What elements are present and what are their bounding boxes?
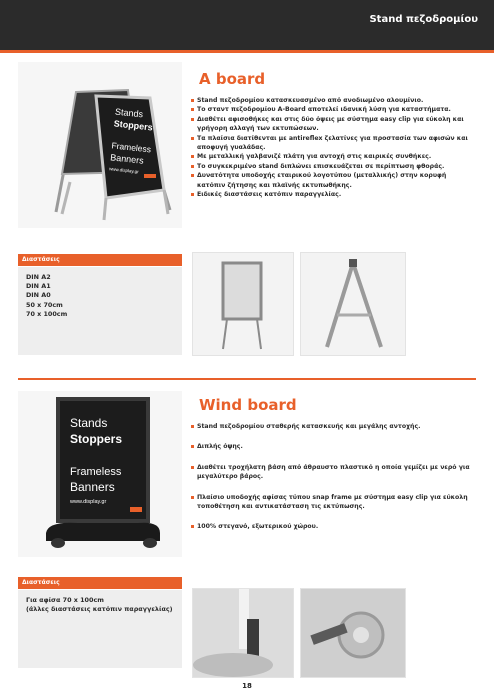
list-item: Το συγκεκριμένο stand διπλώνει επισκευάζεται σε περίπτωση φθοράς.	[191, 162, 471, 171]
windboard-sign-line-3: Frameless	[70, 466, 122, 478]
windboard-spring-photo	[300, 588, 406, 678]
list-item: Stand πεζοδρομίου σταθερής κατασκευής και μεγάλης αντοχής.	[191, 422, 471, 431]
aboard-title: A board	[199, 70, 266, 88]
list-item: Διαθέτει τροχήλατη βάση από άθραυστο πλαστικό η οποία γεμίζει με νερό για μεγαλύτερο βάρος.	[191, 463, 471, 482]
list-item: Το σταντ πεζοδρομίου A-Board αποτελεί ιδανική λύση για καταστήματα.	[191, 105, 471, 114]
page-number: 18	[242, 682, 252, 690]
aboard-dimensions-box	[18, 267, 182, 355]
page-header	[0, 0, 494, 50]
list-item: Stand πεζοδρομίου κατασκευασμένο από ανοδιωμένο αλουμίνιο.	[191, 96, 471, 105]
windboard-sign-logo	[130, 507, 142, 512]
windboard-sign-line-1: Stands	[70, 416, 108, 430]
windboard-sign-url: www.display.gr	[70, 499, 107, 505]
windboard-features-list	[191, 422, 471, 543]
aboard-illustration	[18, 62, 182, 228]
dimension-item: 70 x 100cm	[26, 309, 68, 318]
aboard-sign-line-1: Stands	[114, 106, 144, 120]
windboard-dimensions-header: Διαστάσεις	[18, 577, 182, 589]
dimension-item: 50 x 70cm	[26, 300, 63, 309]
dimension-item: DIN A0	[26, 291, 51, 300]
aboard-front-photo	[192, 252, 294, 356]
windboard-main-image	[18, 391, 182, 557]
dimension-item: DIN A1	[26, 282, 51, 291]
aboard-side-photo	[300, 252, 406, 356]
aboard-sign-line-3: Frameless	[111, 140, 152, 155]
dimension-item: DIN A2	[26, 273, 51, 281]
aboard-main-image	[18, 62, 182, 228]
windboard-dimensions-box	[18, 590, 182, 668]
aboard-sign-line-2: Stoppers	[113, 118, 154, 133]
list-item: Ειδικές διαστάσεις κατόπιν παραγγελίας.	[191, 190, 471, 199]
windboard-base-photo	[192, 588, 294, 678]
list-item: 100% στεγανό, εξωτερικού χώρου.	[191, 522, 471, 531]
windboard-title: Wind board	[199, 396, 297, 414]
list-item: Με μεταλλική γαλβανιζέ πλάτη για αντοχή στις καιρικές συνθήκες.	[191, 152, 471, 161]
windboard-sign-line-4: Banners	[70, 480, 115, 494]
aboard-sign-url: www.display.gr	[108, 166, 139, 175]
list-item: Πλαίσιο υποδοχής αφίσας τύπου snap frame με σύστημα easy clip για εύκολη τοποθέτηση και αντικατάσταση τις εκτύπωσης.	[191, 493, 471, 512]
aboard-sign-line-4: Banners	[109, 152, 145, 166]
section-divider	[18, 378, 476, 380]
header-title: Stand πεζοδρομίου	[369, 14, 478, 25]
list-item: Διπλής όψης.	[191, 442, 471, 451]
dimension-item: Για αφίσα 70 x 100cm	[26, 596, 104, 604]
aboard-sign-logo	[144, 174, 156, 178]
list-item: Διαθέτει αφισοθήκες και στις δύο όψεις με σύστημα easy clip για εύκολη και γρήγορη αλλαγή των εκτυπώσεων.	[191, 115, 471, 134]
dimension-item: (άλλες διαστάσεις κατόπιν παραγγελίας)	[26, 605, 173, 614]
list-item: Δυνατότητα υποδοχής εταιρικού λογοτύπου (μεταλλικής) στην κορυφή κατόπιν ζήτησης και πλαϊνής εκτυπωθήκης.	[191, 171, 471, 190]
list-item: Τα πλαίσια διατίθενται με antireflex ζελατίνες για προστασία των αφισών και αποφυγή γυαλάδας.	[191, 134, 471, 153]
header-accent-rule	[0, 50, 494, 53]
aboard-dimensions-header: Διαστάσεις	[18, 254, 182, 266]
aboard-features-list	[191, 96, 471, 199]
windboard-sign-line-2: Stoppers	[70, 432, 123, 446]
